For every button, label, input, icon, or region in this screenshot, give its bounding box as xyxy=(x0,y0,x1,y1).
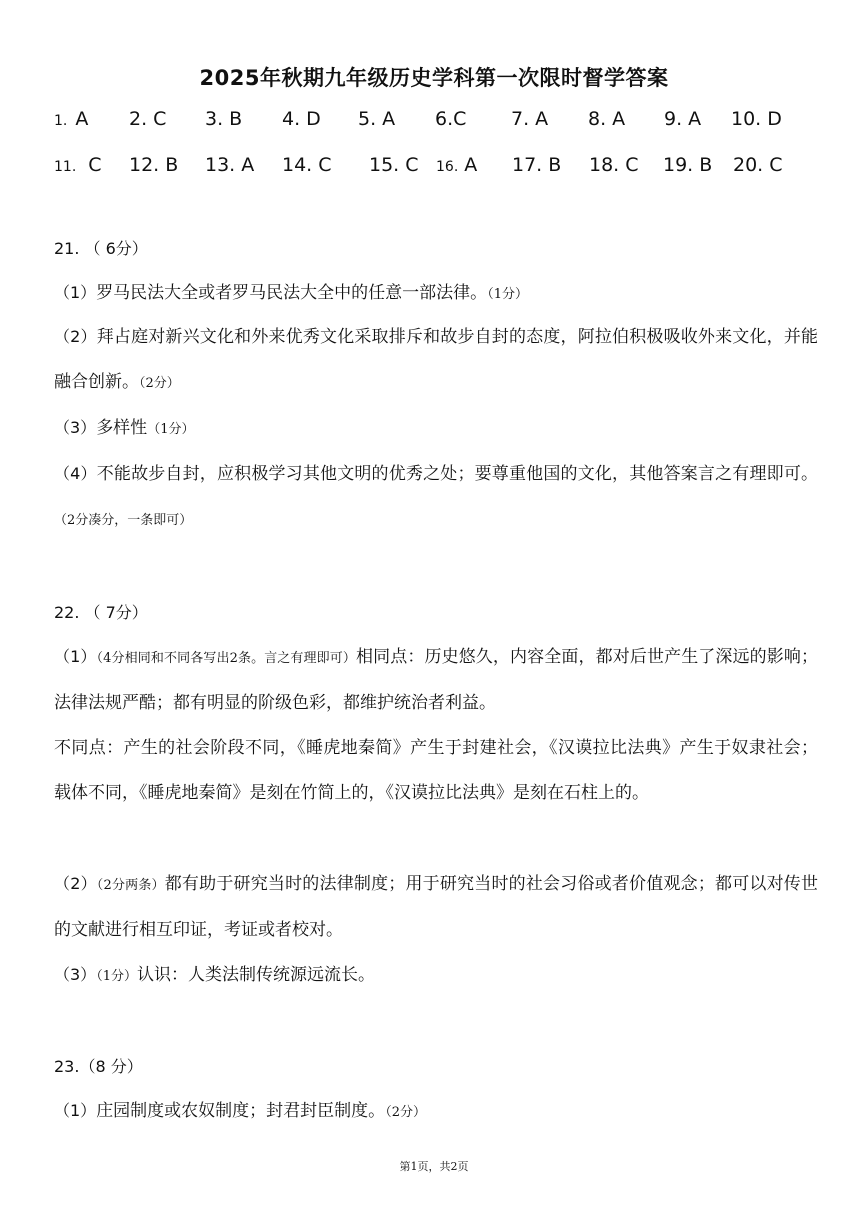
q23-part-1: （1）庄园制度或农奴制度；封君封臣制度。（2分） xyxy=(54,1101,426,1121)
answer-item: 4. D xyxy=(282,108,321,130)
q21-part-4: （4）不能故步自封，应积极学习其他文明的优秀之处；要尊重他国的文化，其他答案言之有理即可。（2分凑分，一条即可） xyxy=(54,464,818,528)
answer-item: 2. C xyxy=(129,108,167,130)
page-title: 2025年秋期九年级历史学科第一次限时督学答案 xyxy=(199,66,669,90)
q22-part-1: （1）（4分相同和不同各写出2条。言之有理即可）相同点：历史悠久，内容全面，都对后世产生了深远的影响；法律法规严酷；都有明显的阶级色彩，都维护统治者利益。 不同点：产生的社会阶段不同，《睡虎地秦简》产生于封建社会，《汉谟拉比法典》产生于奴隶社会； 载体不同，《睡虎地秦简》是刻在竹简上的，《汉谟拉比法典》是刻在石柱上的。 xyxy=(54,647,818,803)
q21-part-1: （1）罗马民法大全或者罗马民法大全中的任意一部法律。（1分） xyxy=(54,283,528,303)
answer-item: 10. D xyxy=(731,108,782,130)
q21-part-2: （2）拜占庭对新兴文化和外来优秀文化采取排斥和故步自封的态度，阿拉伯积极吸收外来文化，并能融合创新。（2分） xyxy=(54,327,818,392)
answer-item: 3. B xyxy=(205,108,243,130)
answer-item: 15. C xyxy=(369,154,419,176)
question-21-heading: 21. （ 6分） xyxy=(54,239,148,258)
answer-item: 7. A xyxy=(511,108,549,130)
answer-item: 18. C xyxy=(589,154,639,176)
answer-item: 11. C xyxy=(54,154,102,176)
q21-part-3: （3）多样性（1分） xyxy=(54,418,195,438)
answer-item: 9. A xyxy=(664,108,702,130)
q22-part-2: （2）（2分两条）都有助于研究当时的法律制度；用于研究当时的社会习俗或者价值观念；都可以对传世的文献进行相互印证，考证或者校对。 xyxy=(54,874,818,940)
answer-item: 5. A xyxy=(358,108,396,130)
answer-item: 13. A xyxy=(205,154,255,176)
answer-item: 17. B xyxy=(512,154,562,176)
answer-item: 14. C xyxy=(282,154,332,176)
q22-part-3: （3）（1分）认识：人类法制传统源远流长。 xyxy=(54,965,375,985)
answer-item: 16. A xyxy=(436,154,478,176)
answer-item: 12. B xyxy=(129,154,179,176)
answer-item: 19. B xyxy=(663,154,713,176)
page-footer: 第1页，共2页 xyxy=(399,1160,469,1173)
answer-item: 8. A xyxy=(588,108,626,130)
answer-item: 1. A xyxy=(54,108,89,130)
question-22-heading: 22. （ 7分） xyxy=(54,603,148,622)
answer-item: 20. C xyxy=(733,154,783,176)
answer-item: 6.C xyxy=(435,108,467,130)
question-23-heading: 23.（8 分） xyxy=(54,1057,143,1076)
